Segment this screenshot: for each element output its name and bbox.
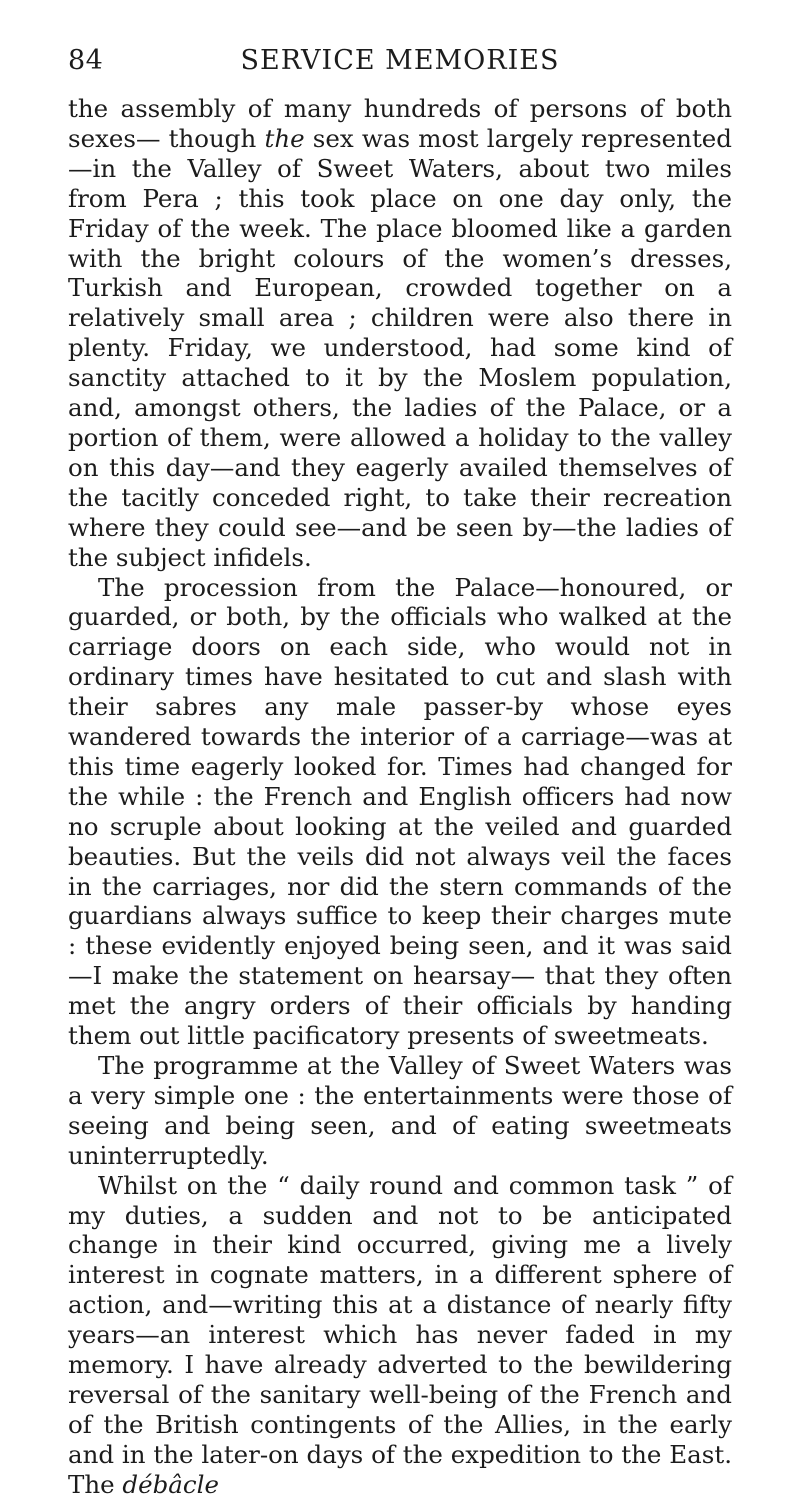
running-header bbox=[68, 46, 732, 76]
italic-word: débâcle bbox=[122, 1469, 219, 1499]
page-number: 84 bbox=[68, 45, 104, 76]
paragraph-text: Whilst on the “ daily round and common task ” of my duties, a sudden and not to be anticipated change in their kind occurred, giving me a lively interest in cognate matters, in a different sphere of action, and—writing this at a distance of nearly fifty years—an interest which has never faded in my memory. I have already adverted to the bewildering reversal of the sanitary well-being of the French and of the British contingents of the Allies, in the early and in the later-on days of the expedition to the East. The bbox=[68, 1170, 732, 1499]
paragraph bbox=[68, 1171, 732, 1500]
book-page bbox=[68, 46, 732, 1500]
body-text bbox=[68, 94, 732, 1500]
paragraph bbox=[68, 1051, 732, 1171]
italic-word: the bbox=[264, 123, 305, 153]
paragraph bbox=[68, 573, 732, 1052]
paragraph-text: sex was most largely represented—in the Valley of Sweet Waters, about two miles from Pera ; this took place on one day only, the Friday of the week. The place bloomed like a garden with the bright colours of the women’s dresses, Turkish and European, crowded together on a relatively small area ; children were also there in plenty. Friday, we understood, had some kind of sanctity attached to it by the Moslem population, and, amongst others, the ladies of the Palace, or a portion of them, were allowed a holiday to the valley on this day—and they eagerly availed themselves of the tacitly conceded right, to take their recreation where they could see—and be seen by—the ladies of the subject infidels. bbox=[68, 123, 732, 572]
running-title: SERVICE MEMORIES bbox=[240, 45, 560, 76]
paragraph-text: The programme at the Valley of Sweet Waters was a very simple one : the entertainments were those of seeing and being seen, and of eating sweetmeats uninterruptedly. bbox=[68, 1051, 732, 1170]
paragraph-text: the assembly of many hundreds of persons of both sexes— though bbox=[68, 94, 732, 153]
paragraph-text: The procession from the Palace—honoured, or guarded, or both, by the officials who walked at the carriage doors on each side, who would not in ordinary times have hesitated to cut and slash with their sabres any male passer-by whose eyes wandered towards the interior of a carriage—was at this time eagerly looked for. Times had changed for the while : the French and English officers had now no scruple about looking at the veiled and guarded beauties. But the veils did not always veil the faces in the carriages, nor did the stern commands of the guardians always suffice to keep their charges mute : these evidently enjoyed being seen, and it was said—I make the statement on hearsay— that they often met the angry orders of their officials by handing them out little pacificatory presents of sweetmeats. bbox=[68, 572, 732, 1051]
paragraph bbox=[68, 94, 732, 573]
